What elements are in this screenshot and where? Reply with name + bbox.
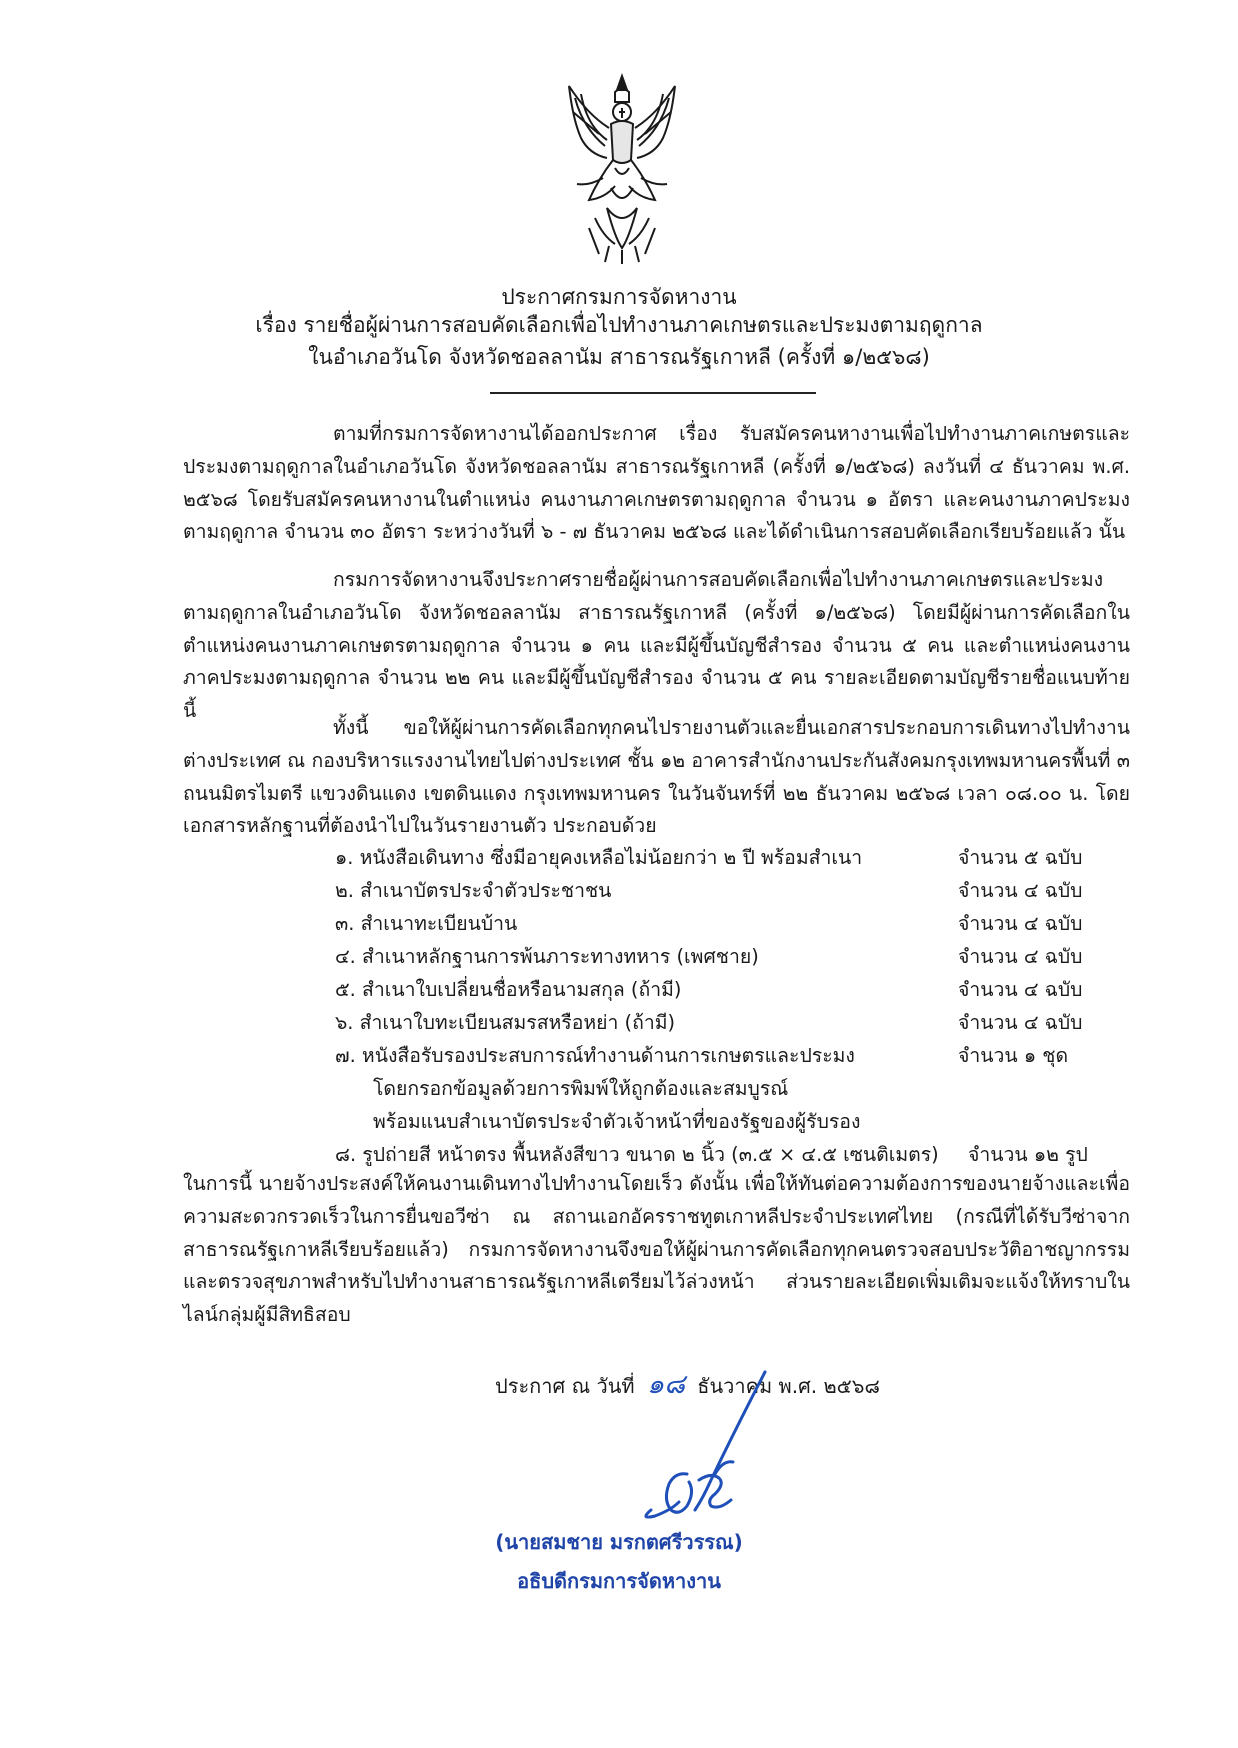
paragraph-2	[183, 564, 1130, 728]
doc-item-1: ๑. หนังสือเดินทาง ซึ่งมีอายุคงเหลือไม่น้อยกว่า ๒ ปี พร้อมสำเนา	[335, 846, 863, 869]
subject-line-2: ในอำเภอวันโด จังหวัดชอลลานัม สาธารณรัฐเกาหลี (ครั้งที่ ๑/๒๕๖๘)	[308, 345, 930, 369]
date-suffix: ธันวาคม พ.ศ. ๒๕๖๘	[697, 1374, 880, 1398]
signer-title: อธิบดีกรมการจัดหางาน	[517, 1569, 721, 1593]
doc-item-4: ๔. สำเนาหลักฐานการพ้นภาระทางทหาร (เพศชาย)	[335, 945, 759, 968]
doc-qty-2: จำนวน ๔ ฉบับ	[958, 879, 1083, 902]
doc-item-8: ๘. รูปถ่ายสี หน้าตรง พื้นหลังสีขาว ขนาด ๒ นิ้ว (๓.๕ × ๔.๕ เซนติเมตร)	[335, 1143, 939, 1166]
date-prefix: ประกาศ ณ วันที่	[495, 1374, 635, 1398]
doc-item-7: ๗. หนังสือรับรองประสบการณ์ทำงานด้านการเกษตรและประมง	[335, 1044, 855, 1067]
header-divider	[490, 392, 816, 394]
issuer-title: ประกาศกรมการจัดหางาน	[501, 285, 737, 309]
paragraph-3	[183, 712, 1130, 843]
paragraph-2-text: กรมการจัดหางานจึงประกาศรายชื่อผู้ผ่านการสอบคัดเลือกเพื่อไปทำงานภาคเกษตรและประมงตามฤดูกาลในอำเภอวันโด จังหวัดชอลลานัม สาธารณรัฐเกาหลี (ครั้งที่ ๑/๒๕๖๘) โดยมีผู้ผ่านการคัดเลือกในตำแหน่งคนงานภาคเกษตรตามฤดูกาล จำนวน ๑ คน และมีผู้ขึ้นบัญชีสำรอง จำนวน ๕ คน และตำแหน่งคนงานภาคประมงตามฤดูกาล จำนวน ๒๒ คน และมีผู้ขึ้นบัญชีสำรอง จำนวน ๕ คน รายละเอียดตามบัญชีรายชื่อแนบท้ายนี้	[183, 568, 1130, 723]
doc-qty-4: จำนวน ๔ ฉบับ	[958, 945, 1083, 968]
doc-qty-7: จำนวน ๑ ชุด	[958, 1044, 1069, 1067]
signer-name: (นายสมชาย มรกตศรีวรรณ)	[495, 1530, 743, 1554]
paragraph-1-text: ตามที่กรมการจัดหางานได้ออกประกาศ เรื่อง รับสมัครคนหางานเพื่อไปทำงานภาคเกษตรและประมงตามฤดูกาลในอำเภอวันโด จังหวัดชอลลานัม สาธารณรัฐเกาหลี (ครั้งที่ ๑/๒๕๖๘) ลงวันที่ ๔ ธันวาคม พ.ศ. ๒๕๖๘ โดยรับสมัครคนหางานในตำแหน่ง คนงานภาคเกษตรตามฤดูกาล จำนวน ๑ อัตรา และคนงานภาคประมงตามฤดูกาล จำนวน ๓๐ อัตรา ระหว่างวันที่ ๖ - ๗ ธันวาคม ๒๕๖๘ และได้ดำเนินการสอบคัดเลือกเรียบร้อยแล้ว นั้น	[183, 422, 1130, 544]
doc-qty-3: จำนวน ๔ ฉบับ	[958, 912, 1083, 935]
paragraph-4: ในการนี้ นายจ้างประสงค์ให้คนงานเดินทางไปทำงานโดยเร็ว ดังนั้น เพื่อให้ทันต่อความต้องการของนายจ้างและเพื่อความสะดวกรวดเร็วในการยื่นขอวีซ่า ณ สถานเอกอัครราชทูตเกาหลีประจำประเทศไทย (กรณีที่ได้รับวีซ่าจากสาธารณรัฐเกาหลีเรียบร้อยแล้ว) กรมการจัดหางานจึงขอให้ผู้ผ่านการคัดเลือกทุกคนตรวจสอบประวัติอาชญากรรม และตรวจสุขภาพสำหรับไปทำงานสาธารณรัฐเกาหลีเตรียมไว้ล่วงหน้า ส่วนรายละเอียดเพิ่มเติมจะแจ้งให้ทราบในไลน์กลุ่มผู้มีสิทธิสอบ	[183, 1172, 1130, 1327]
date-day-handwritten: ๑๘	[646, 1369, 685, 1400]
doc-qty-1: จำนวน ๕ ฉบับ	[958, 846, 1083, 869]
doc-qty-6: จำนวน ๔ ฉบับ	[958, 1011, 1083, 1034]
garuda-emblem-icon	[559, 68, 685, 264]
doc-item-3: ๓. สำเนาทะเบียนบ้าน	[335, 912, 518, 935]
subject-line-1: เรื่อง รายชื่อผู้ผ่านการสอบคัดเลือกเพื่อไปทำงานภาคเกษตรและประมงตามฤดูกาล	[255, 313, 983, 337]
doc-item-2: ๒. สำเนาบัตรประจำตัวประชาชน	[335, 879, 612, 902]
paragraph-1	[183, 418, 1130, 549]
doc-qty-5: จำนวน ๔ ฉบับ	[958, 978, 1083, 1001]
doc-item-7-note-2: พร้อมแนบสำเนาบัตรประจำตัวเจ้าหน้าที่ของรัฐของผู้รับรอง	[373, 1110, 861, 1133]
paragraph-3-text: ทั้งนี้ ขอให้ผู้ผ่านการคัดเลือกทุกคนไปรายงานตัวและยื่นเอกสารประกอบการเดินทางไปทำงานต่างประเทศ ณ กองบริหารแรงงานไทยไปต่างประเทศ ชั้น ๑๒ อาคารสำนักงานประกันสังคมกรุงเทพมหานครพื้นที่ ๓ ถนนมิตรไมตรี แขวงดินแดง เขตดินแดง กรุงเทพมหานคร ในวันจันทร์ที่ ๒๒ ธันวาคม ๒๕๖๘ เวลา ๐๘.๐๐ น. โดยเอกสารหลักฐานที่ต้องนำไปในวันรายงานตัว ประกอบด้วย	[183, 716, 1130, 838]
doc-item-7-note-1: โดยกรอกข้อมูลด้วยการพิมพ์ให้ถูกต้องและสมบูรณ์	[373, 1077, 789, 1100]
doc-item-6: ๖. สำเนาใบทะเบียนสมรสหรือหย่า (ถ้ามี)	[335, 1011, 676, 1034]
doc-qty-8: จำนวน ๑๒ รูป	[968, 1143, 1088, 1166]
doc-item-5: ๕. สำเนาใบเปลี่ยนชื่อหรือนามสกุล (ถ้ามี)	[335, 978, 682, 1001]
